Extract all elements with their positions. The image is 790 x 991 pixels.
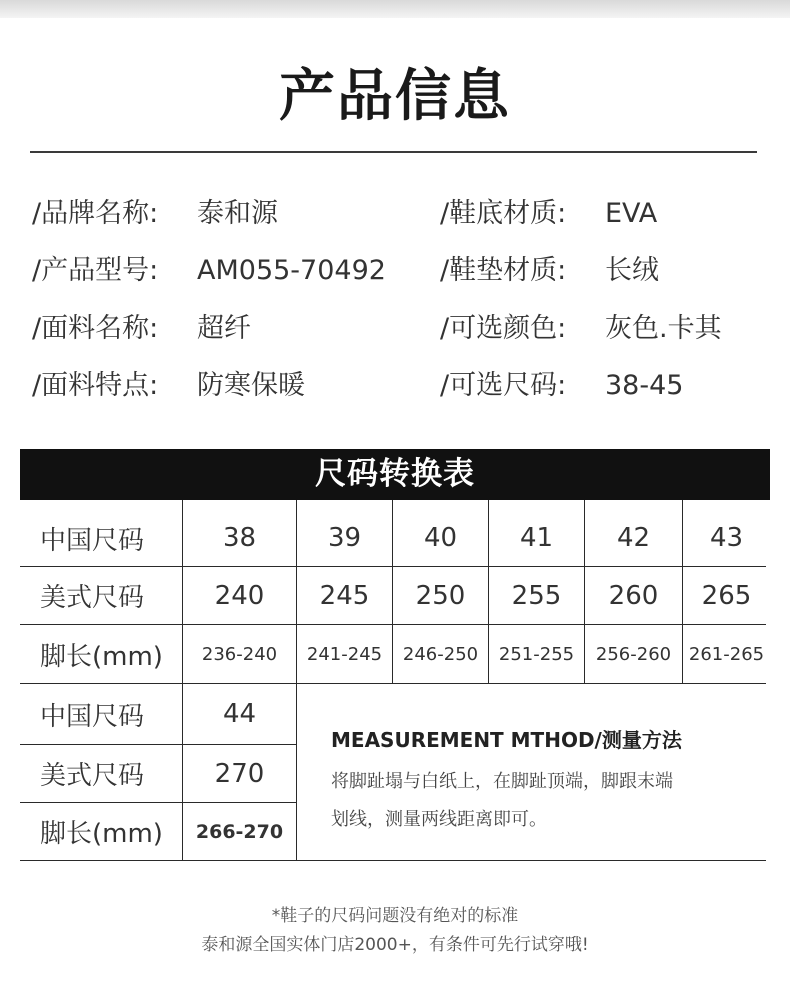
info-label: /可选颜色: <box>440 313 567 344</box>
row-label-cn-size: 中国尺码 <box>40 525 145 556</box>
footer-note: 泰和源全国实体门店2000+，有条件可先行试穿哦! <box>201 935 589 955</box>
info-sole <box>440 191 657 230</box>
info-value: 38-45 <box>605 370 684 401</box>
top-strip <box>0 0 790 18</box>
cn-size-cell: 39 <box>327 523 362 553</box>
cn-size-cell: 38 <box>222 523 257 553</box>
page-title: 产品信息 <box>279 64 511 129</box>
foot-length-cell: 246-250 <box>402 643 479 665</box>
foot-length-cell: 251-255 <box>498 643 575 665</box>
foot-length-cell: 261-265 <box>688 643 765 665</box>
foot-length-cell: 241-245 <box>306 643 383 665</box>
measurement-text: 划线，测量两线距离即可。 <box>331 809 547 830</box>
row-label-foot-length: 脚长(mm) <box>40 641 163 672</box>
row-label-foot-length: 脚长(mm) <box>40 819 163 849</box>
info-value: AM055-70492 <box>197 255 386 286</box>
size-table-header: 尺码转换表 <box>20 449 770 500</box>
grid-line <box>20 860 766 861</box>
info-value: 灰色.卡其 <box>605 313 722 344</box>
info-label: /鞋底材质: <box>440 198 567 229</box>
info-brand <box>32 191 278 230</box>
cn-size-cell: 43 <box>709 523 744 553</box>
us-size-cell: 250 <box>415 580 466 611</box>
info-label: /产品型号: <box>32 255 159 286</box>
info-label: /面料名称: <box>32 313 159 344</box>
row-label-us-size: 美式尺码 <box>40 761 145 791</box>
us-size-cell: 245 <box>319 580 370 611</box>
title-divider <box>30 151 757 153</box>
us-size-cell: 260 <box>608 580 659 611</box>
row-label-cn-size: 中国尺码 <box>40 701 145 732</box>
info-label: /鞋垫材质: <box>440 255 567 286</box>
info-label: /可选尺码: <box>440 370 567 401</box>
info-label: /品牌名称: <box>32 198 159 229</box>
info-label: /面料特点: <box>32 370 159 401</box>
us-size-cell: 240 <box>214 580 265 611</box>
info-fabric-feature <box>32 363 305 402</box>
info-sizes <box>440 363 683 402</box>
us-size-cell: 255 <box>511 580 562 611</box>
info-insole <box>440 248 659 287</box>
us-size-cell: 265 <box>701 580 752 611</box>
info-value: 泰和源 <box>197 198 278 229</box>
measurement-text: 将脚趾塌与白纸上，在脚趾顶端，脚跟末端 <box>331 771 673 792</box>
measurement-title: MEASUREMENT MTHOD/测量方法 <box>331 728 682 752</box>
cn-size-cell: 41 <box>519 523 554 553</box>
info-value: 长绒 <box>605 255 659 286</box>
foot-length-cell: 266-270 <box>195 820 284 843</box>
row-label-us-size: 美式尺码 <box>40 583 145 613</box>
info-value: 防寒保暖 <box>197 370 305 401</box>
info-model <box>32 248 386 287</box>
foot-length-cell: 256-260 <box>595 643 672 665</box>
cn-size-cell: 44 <box>222 699 257 729</box>
info-value: EVA <box>605 198 658 229</box>
us-size-cell: 270 <box>214 758 265 789</box>
cn-size-cell: 40 <box>423 523 458 553</box>
info-value: 超纤 <box>197 313 251 344</box>
info-colors <box>440 306 722 345</box>
info-fabric <box>32 306 251 345</box>
cn-size-cell: 42 <box>616 523 651 553</box>
footer-note: *鞋子的尺码问题没有绝对的标准 <box>271 906 519 926</box>
foot-length-cell: 236-240 <box>201 643 278 665</box>
